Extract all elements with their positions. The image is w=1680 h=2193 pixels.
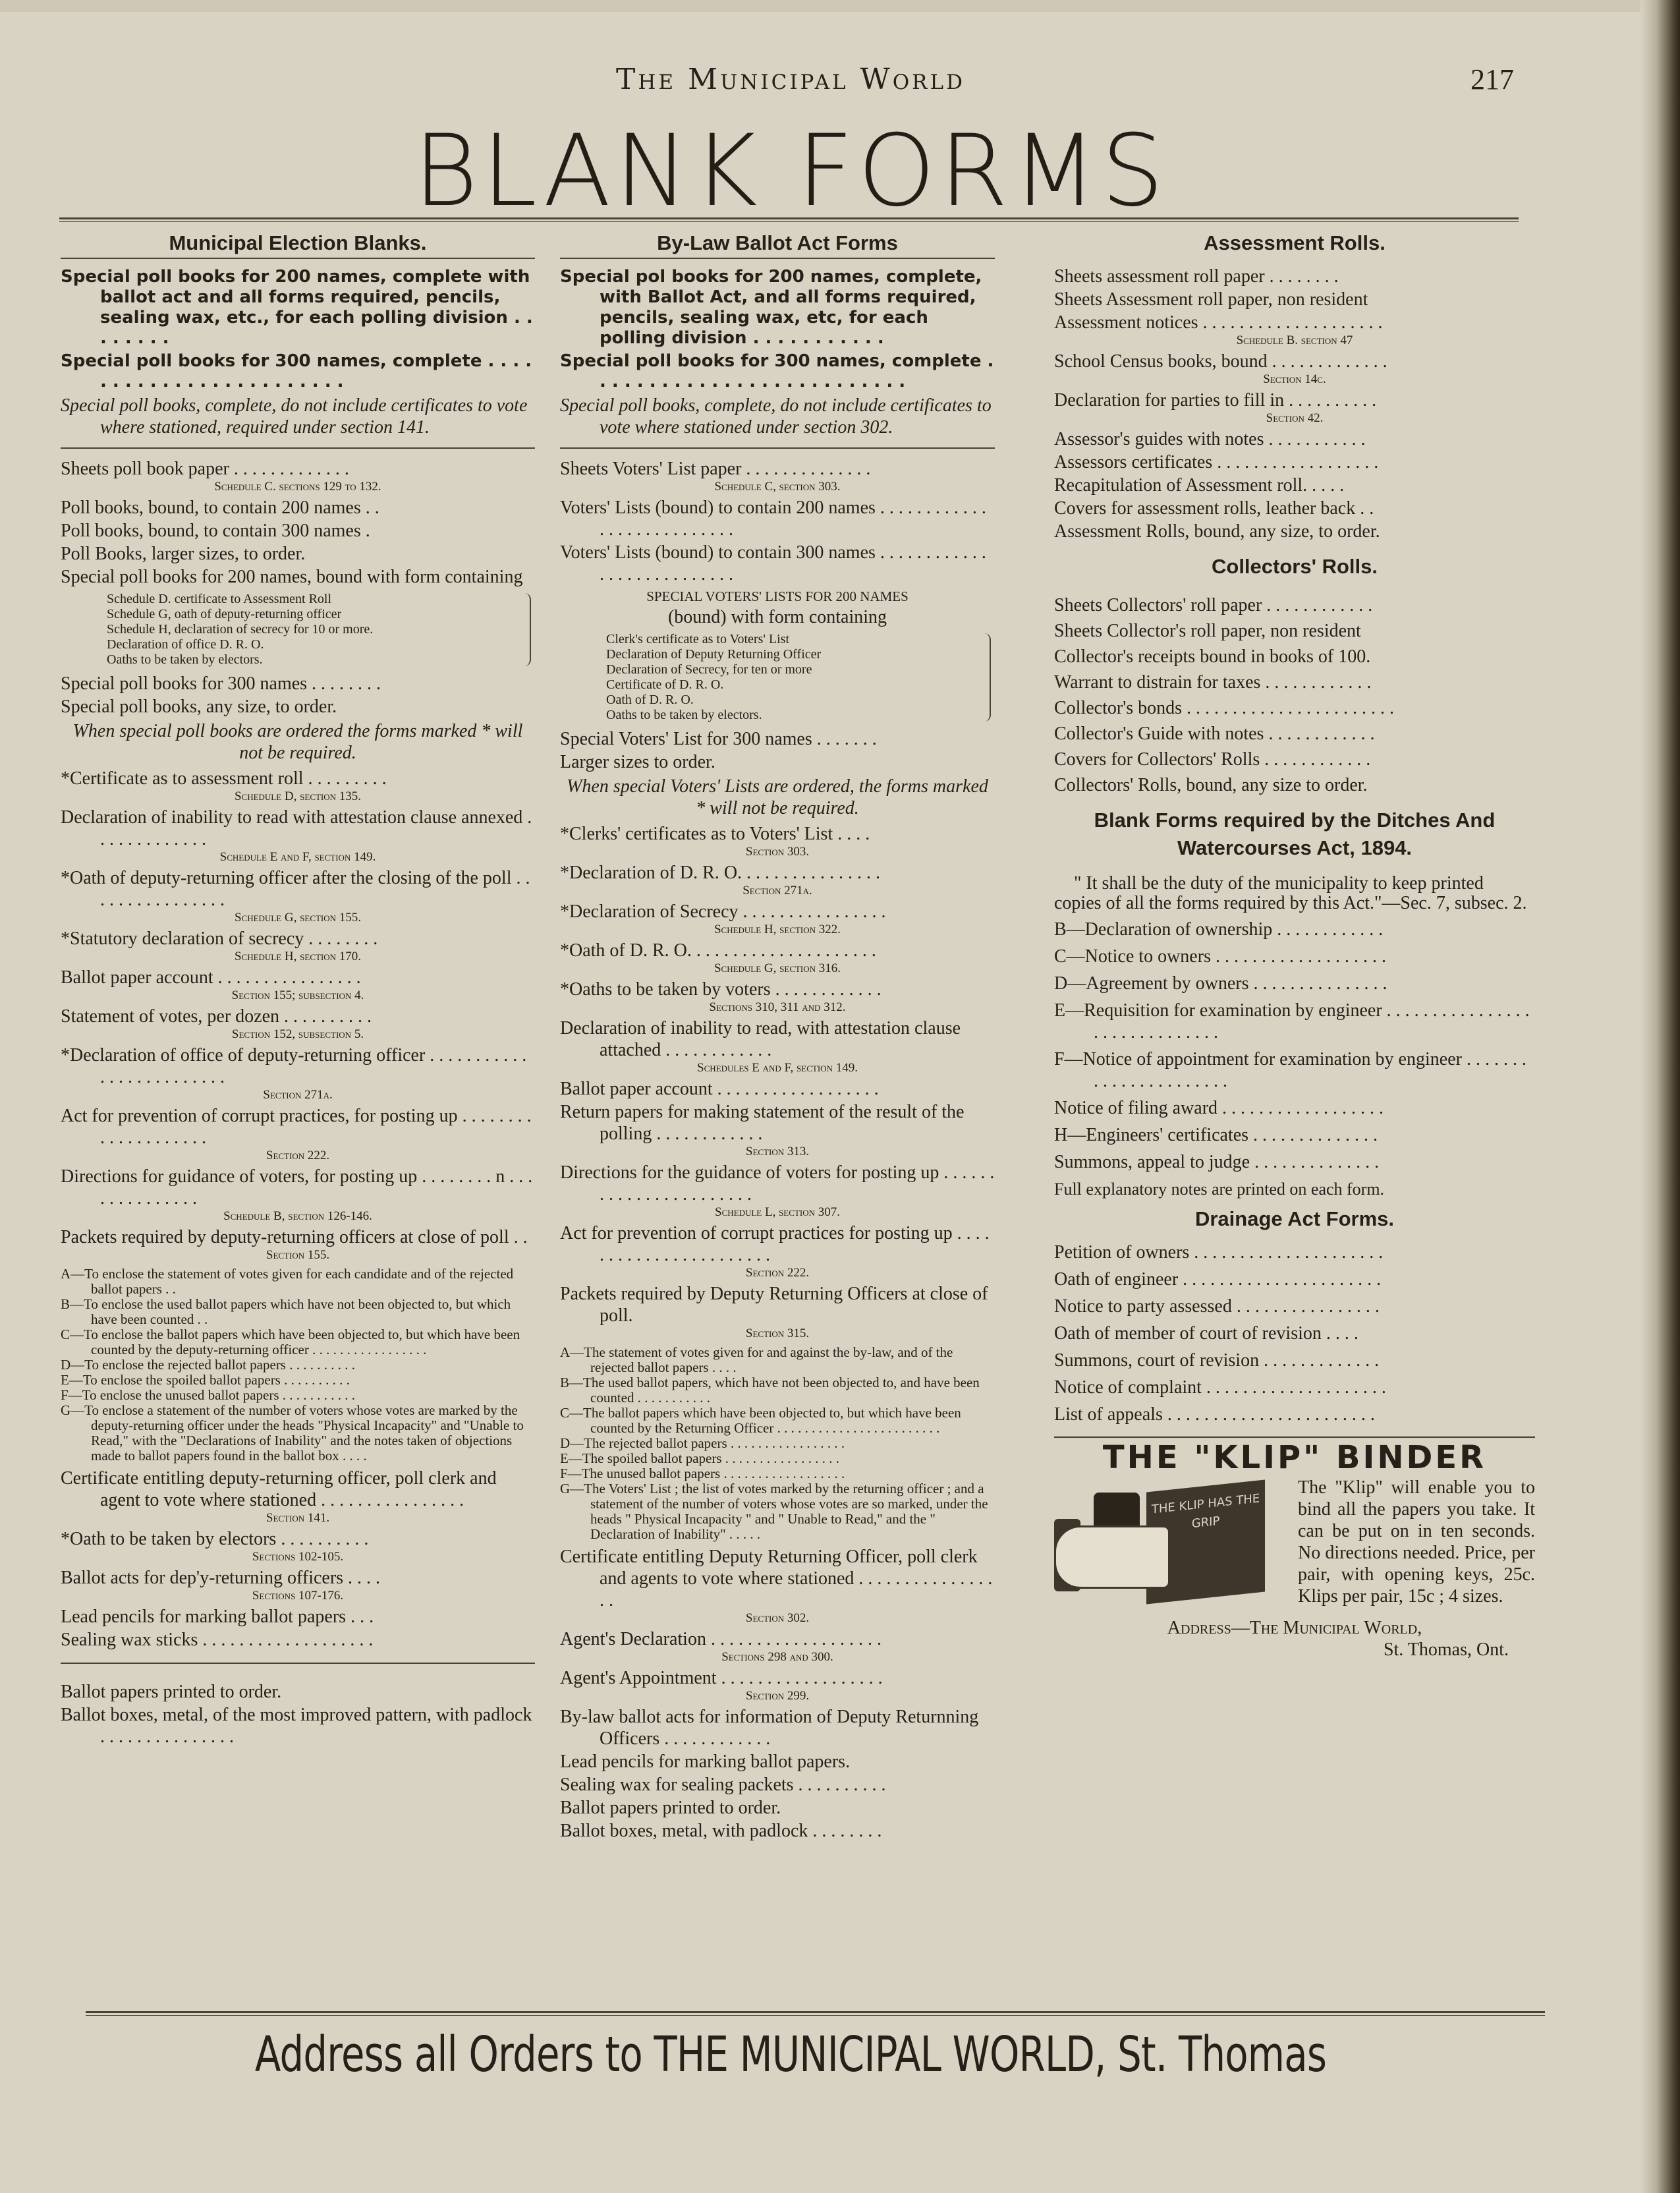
section-reference: Section 155; subsection 4. — [231, 988, 364, 1002]
section-reference: Section 222. — [266, 1149, 330, 1162]
list-item: Ballot paper account . . . . . . . . . . . . . . . . . . — [560, 1079, 879, 1099]
list-item: (bound) with form containing — [667, 607, 887, 627]
list-item: Special poll books for 200 names, complete with ballot act and all forms required, pencils, sealing wax, etc., for each polling division . . . . . . . . — [61, 267, 533, 348]
list-item: Assessor's guides with notes . . . . . . . . . . . — [1054, 429, 1366, 449]
address-line-city: St. Thomas, Ont. — [1383, 1639, 1509, 1660]
list-item: *Oath to be taken by electors . . . . . . . . . . — [61, 1529, 369, 1549]
list-item: Collector's bonds . . . . . . . . . . . . . . . . . . . . . . . — [1054, 698, 1395, 718]
list-item: Larger sizes to order. — [560, 752, 715, 772]
klip-heading: THE "KLIP" BINDER — [1054, 1436, 1535, 1469]
italic-note: Special poll books, complete, do not include certificates to vote where stationed, required under section 141. — [61, 395, 528, 438]
list-item: B—The used ballot papers, which have not been objected to, and have been counted . . . . . . . . . . . — [560, 1375, 980, 1406]
special-heading: SPECIAL VOTERS' LISTS FOR 200 NAMES — [646, 588, 909, 604]
section-reference: Section 271a. — [263, 1088, 333, 1102]
list-item: H—Engineers' certificates . . . . . . . . . . . . . . — [1054, 1125, 1378, 1145]
list-item: Assessment notices . . . . . . . . . . . . . . . . . . . . — [1054, 312, 1383, 333]
quote: " It shall be the duty of the municipality to keep printed copies of all the forms required by this Act."—Sec. 7, subsec. 2. — [1054, 873, 1527, 913]
page-number: 217 — [1470, 63, 1514, 96]
section-reference: Section 152, subsection 5. — [231, 1027, 364, 1041]
list-item: *Declaration of office of deputy-returning officer . . . . . . . . . . . . . . . . . . . . . . . . . — [61, 1045, 527, 1087]
list-item: Oath of engineer . . . . . . . . . . . . . . . . . . . . . . — [1054, 1269, 1382, 1290]
address-line — [1054, 1617, 1535, 1639]
list-item: Notice of filing award . . . . . . . . . . . . . . . . . . — [1054, 1098, 1384, 1118]
section-reference: Schedule C. sections 129 to 132. — [214, 480, 381, 494]
list-item: Full explanatory notes are printed on each form. — [1054, 1180, 1385, 1199]
section-reference: Schedule L, section 307. — [715, 1205, 840, 1219]
list-item: *Oaths to be taken by voters . . . . . . . . . . . . — [560, 979, 882, 1000]
section-reference: Schedule H, section 322. — [714, 923, 841, 936]
list-item: Sheets Collectors' roll paper . . . . . . . . . . . . — [1054, 595, 1373, 615]
section-reference: Section 155. — [266, 1248, 330, 1262]
list-item: Poll books, bound, to contain 300 names . — [61, 521, 370, 541]
page-edge — [0, 0, 1640, 12]
list-item: Assessment Rolls, bound, any size, to order. — [1054, 521, 1380, 542]
list-item: Ballot boxes, metal, of the most improved pattern, with padlock . . . . . . . . . . . . . . . — [61, 1705, 532, 1747]
section-reference: Schedule C, section 303. — [714, 480, 841, 494]
list-item: E—To enclose the spoiled ballot papers . . . . . . . . . . — [61, 1372, 350, 1388]
list-item: Certificate entitling Deputy Returning Officer, poll clerk and agents to vote where stationed . . . . . . . . . . . . . . . . . — [560, 1547, 993, 1610]
list-item: Summons, appeal to judge . . . . . . . . . . . . . . — [1054, 1152, 1380, 1172]
list-item: Notice to party assessed . . . . . . . . . . . . . . . . — [1054, 1296, 1380, 1317]
list-item: Sheets assessment roll paper . . . . . . . . — [1054, 266, 1339, 287]
list-item: Voters' Lists (bound) to contain 200 names . . . . . . . . . . . . . . . . . . . . . . . . . . . — [560, 498, 986, 540]
section-reference: Section 42. — [1266, 411, 1324, 425]
list-item: Lead pencils for marking ballot papers . . . — [61, 1607, 374, 1627]
list-item: F—Notice of appointment for examination by engineer . . . . . . . . . . . . . . . . . . . . . . — [1054, 1049, 1526, 1091]
list-item: Agent's Declaration . . . . . . . . . . . . . . . . . . . — [560, 1629, 882, 1649]
list-item: Packets required by deputy-returning officers at close of poll . . — [61, 1227, 528, 1247]
list-item: Notice of complaint . . . . . . . . . . . . . . . . . . . . — [1054, 1377, 1386, 1398]
list-item: List of appeals . . . . . . . . . . . . . . . . . . . . . . . — [1054, 1404, 1375, 1425]
list-item: Summons, court of revision . . . . . . . . . . . . . — [1054, 1350, 1380, 1371]
list-item: Agent's Appointment . . . . . . . . . . . . . . . . . . — [560, 1668, 883, 1688]
list-item: *Clerks' certificates as to Voters' List . . . . — [560, 824, 870, 844]
list-item: Lead pencils for marking ballot papers. — [560, 1752, 851, 1772]
section-heading: By-Law Ballot Act Forms — [560, 232, 995, 259]
section-reference: Section 14c. — [1263, 372, 1326, 386]
section-reference: Section 302. — [745, 1611, 810, 1625]
list-item: F—To enclose the unused ballot papers . . . . . . . . . . . — [61, 1387, 356, 1403]
section-heading: Assessment Rolls. — [1204, 231, 1386, 254]
list-item: E—Requisition for examination by engineer . . . . . . . . . . . . . . . . . . . . . . . . . . . . . . — [1054, 1000, 1530, 1042]
brace-list — [61, 592, 535, 668]
list-item: Assessors certificates . . . . . . . . . . . . . . . . . . — [1054, 452, 1379, 472]
section-reference: Schedules E and F, section 149. — [697, 1061, 858, 1075]
list-item: Schedule G, oath of deputy-returning officer — [107, 607, 342, 621]
list-item: Declaration for parties to fill in . . . . . . . . . . — [1054, 390, 1377, 411]
section-reference: Schedule G, section 155. — [234, 911, 362, 925]
list-item: Special poll books, any size, to order. — [61, 697, 337, 717]
list-item: Clerk's certificate as to Voters' List — [606, 632, 790, 646]
section-reference: Schedule B, section 126-146. — [223, 1209, 372, 1223]
list-item: G—To enclose a statement of the number of voters whose votes are marked by the deputy-returning officer under the heads "Physical Incapacity" and "Unable to Read," with the "Declarations of Inability" and the notes taken of objections made to ballot papers found in the ballot box . . . . — [61, 1402, 524, 1464]
list-item: School Census books, bound . . . . . . . . . . . . . — [1054, 351, 1387, 372]
packet-letters — [560, 1345, 995, 1542]
list-item: Sheets Assessment roll paper, non resident — [1054, 289, 1368, 310]
section-reference: Schedule B. section 47 — [1236, 333, 1353, 347]
section-reference: Schedule D, section 135. — [234, 789, 362, 803]
list-item: Statement of votes, per dozen . . . . . . . . . . — [61, 1006, 372, 1027]
list-item: Oaths to be taken by electors. — [606, 708, 762, 722]
list-item: D—Agreement by owners . . . . . . . . . . . . . . . — [1054, 973, 1387, 994]
divider — [560, 447, 995, 449]
column-municipal-election — [61, 232, 535, 1749]
section-reference: Section 271a. — [742, 884, 812, 897]
list-item: Schedule H, declaration of secrecy for 10 or more. — [107, 622, 374, 637]
list-item: Collector's receipts bound in books of 100. — [1054, 646, 1371, 667]
list-item: Poll books, bound, to contain 200 names . . — [61, 498, 379, 518]
klip-advert — [1054, 1477, 1535, 1612]
section-reference: Sections 310, 311 and 312. — [709, 1000, 846, 1014]
list-item: Act for prevention of corrupt practices, for posting up . . . . . . . . . . . . . . . . . . . . — [61, 1106, 532, 1148]
list-item: By-law ballot acts for information of Deputy Returnning Officers . . . . . . . . . . . . — [560, 1707, 979, 1749]
list-item: Ballot boxes, metal, with padlock . . . . . . . . — [560, 1821, 882, 1841]
list-item: Return papers for making statement of the result of the polling . . . . . . . . . . . . — [560, 1102, 965, 1144]
list-item: D—To enclose the rejected ballot papers . . . . . . . . . . — [61, 1357, 355, 1373]
list-item: Certificate entitling deputy-returning officer, poll clerk and agent to vote where stationed . . . . . . . . . . . . . . . . — [61, 1468, 497, 1510]
section-reference: Section 303. — [745, 845, 810, 859]
list-item: Declaration of inability to read, with attestation clause attached . . . . . . . . . . . . — [560, 1018, 961, 1060]
list-item: B—Declaration of ownership . . . . . . . . . . . . — [1054, 919, 1384, 940]
list-item: *Declaration of D. R. O. . . . . . . . . . . . . . . . — [560, 863, 881, 883]
hand-icon — [1054, 1525, 1170, 1589]
list-item: Oaths to be taken by electors. — [107, 652, 263, 667]
list-item: Recapitulation of Assessment roll. . . . . — [1054, 475, 1345, 496]
list-item: Directions for the guidance of voters for posting up . . . . . . . . . . . . . . . . . . . . . . . — [560, 1162, 995, 1205]
list-item: Petition of owners . . . . . . . . . . . . . . . . . . . . . — [1054, 1242, 1384, 1263]
list-item: Certificate of D. R. O. — [606, 677, 724, 692]
section-reference: Schedule G, section 316. — [714, 961, 841, 975]
section-reference: Section 222. — [745, 1266, 810, 1280]
list-item: Sheets poll book paper . . . . . . . . . . . . . — [61, 459, 349, 479]
list-item: Warrant to distrain for taxes . . . . . . . . . . . . — [1054, 672, 1372, 693]
list-item: Covers for Collectors' Rolls . . . . . . . . . . . . — [1054, 749, 1371, 770]
address-text: Address—The Municipal World, — [1167, 1618, 1422, 1638]
list-item: F—The unused ballot papers . . . . . . . . . . . . . . . . . . — [560, 1466, 845, 1481]
section-reference: Section 141. — [266, 1511, 330, 1525]
footer-rule — [86, 2011, 1545, 2016]
list-item: Special pol books for 200 names, complete, with Ballot Act, and all forms required, pencils, sealing wax, etc, for each polling division . . . . . . . . . . . — [560, 267, 982, 348]
section-heading: Collectors' Rolls. — [1212, 555, 1378, 578]
list-item: G—The Voters' List ; the list of votes marked by the returning officer ; and a statement of the number of voters whose votes are so marked, under the heads " Physical Incapacity " and " Unable to Read," and the " Declaration of Inability" . . . . . — [560, 1481, 988, 1542]
list-item: Oath of member of court of revision . . . . — [1054, 1323, 1358, 1344]
list-item: Special poll books for 200 names, bound with form containing — [61, 567, 523, 587]
list-item: Ballot papers printed to order. — [61, 1682, 282, 1702]
section-reference: Section 299. — [745, 1689, 810, 1703]
italic-note: When special poll books are ordered the forms marked * will not be required. — [72, 721, 523, 763]
list-item: C—To enclose the ballot papers which have been objected to, but which have been counted by the deputy-returning officer . . . . . . . . . . . . . . . . . — [61, 1326, 520, 1357]
list-item: *Statutory declaration of secrecy . . . . . . . . — [61, 928, 378, 949]
page-title: BLANK FORMS — [413, 114, 1168, 229]
list-item: Ballot paper account . . . . . . . . . . . . . . . . — [61, 967, 361, 988]
italic-note: Special poll books, complete, do not include certificates to vote where stationed under section 302. — [560, 395, 992, 438]
illustration-lettering: THE KLIP HAS THE GRIP — [1151, 1491, 1260, 1531]
list-item: Declaration of inability to read with attestation clause annexed . . . . . . . . . . . . . — [61, 807, 532, 849]
footer-address: Address all Orders to THE MUNICIPAL WORLD, St. Thomas — [254, 2026, 1327, 2083]
list-item: Schedule D. certificate to Assessment Roll — [107, 592, 332, 606]
section-reference: Sections 107-176. — [252, 1589, 344, 1603]
binding-shadow — [1640, 0, 1680, 2193]
list-item: D—The rejected ballot papers . . . . . . . . . . . . . . . . . — [560, 1435, 845, 1451]
list-item: Declaration of office D. R. O. — [107, 637, 264, 652]
list-item: Voters' Lists (bound) to contain 300 names . . . . . . . . . . . . . . . . . . . . . . . . . . . — [560, 542, 986, 584]
section-reference: Section 315. — [745, 1326, 810, 1340]
list-item: Poll Books, larger sizes, to order. — [61, 544, 306, 564]
list-item: Covers for assessment rolls, leather back . . — [1054, 498, 1374, 519]
list-item: B—To enclose the used ballot papers which have not been objected to, but which have been counted . . — [61, 1296, 511, 1327]
list-item: *Oath of deputy-returning officer after the closing of the poll . . . . . . . . . . . . . . . . — [61, 868, 530, 910]
list-item: Sheets Voters' List paper . . . . . . . . . . . . . . — [560, 459, 871, 479]
section-reference: Schedule H, section 170. — [234, 950, 362, 963]
list-item: E—The spoiled ballot papers . . . . . . . . . . . . . . . . . — [560, 1450, 840, 1466]
list-item: Special poll books for 300 names . . . . . . . . — [61, 673, 381, 694]
list-item: Ballot acts for dep'y-returning officers . . . . — [61, 1568, 381, 1588]
section-reference: Schedule E and F, section 149. — [219, 850, 376, 864]
list-item: C—Notice to owners . . . . . . . . . . . . . . . . . . . — [1054, 946, 1386, 967]
section-heading: Municipal Election Blanks. — [61, 232, 535, 259]
list-item: *Declaration of Secrecy . . . . . . . . . . . . . . . . — [560, 901, 886, 922]
list-item: C—The ballot papers which have been objected to, but which have been counted by the Returning Officer . . . . . . . . . . . . . . . . . . . . . . . . — [560, 1405, 961, 1436]
list-item: Directions for guidance of voters, for posting up . . . . . . . . n . . . . . . . . . . . . . . — [61, 1166, 533, 1209]
list-item: Ballot papers printed to order. — [560, 1798, 781, 1818]
brace-list — [560, 632, 995, 723]
masthead: The Municipal World — [616, 63, 965, 96]
list-item: Special poll books for 300 names, complete . . . . . . . . . . . . . . . . . . . . . . . . — [61, 351, 532, 391]
list-item: Oath of D. R. O. — [606, 693, 694, 707]
title-rule — [59, 217, 1519, 222]
section-reference: Sections 298 and 300. — [721, 1650, 833, 1664]
klip-binder-illustration — [1054, 1479, 1285, 1608]
list-item: Packets required by Deputy Returning Officers at close of poll. — [560, 1284, 988, 1326]
divider — [61, 1663, 535, 1664]
klip-description: The "Klip" will enable you to bind all the papers you take. It can be put on in ten seconds. No directions needed. Price, per pair, with opening keys, 25c. Klips per pair, 15c ; 4 sizes. — [1298, 1477, 1535, 1607]
divider — [61, 447, 535, 449]
list-item: Special Voters' List for 300 names . . . . . . . — [560, 729, 877, 749]
list-item: Sealing wax sticks . . . . . . . . . . . . . . . . . . . — [61, 1630, 374, 1650]
list-item: A—To enclose the statement of votes given for each candidate and of the rejected ballot papers . . — [61, 1266, 514, 1297]
italic-note: When special Voters' Lists are ordered, the forms marked * will not be required. — [567, 776, 988, 818]
list-item: Declaration of Secrecy, for ten or more — [606, 662, 812, 677]
section-reference: Section 313. — [745, 1145, 810, 1158]
list-item: Special poll books for 300 names, complete . . . . . . . . . . . . . . . . . . . . . . . . . . — [560, 351, 994, 391]
list-item: *Certificate as to assessment roll . . . . . . . . . — [61, 768, 387, 789]
list-item: *Oath of D. R. O. . . . . . . . . . . . . . . . . . . . . — [560, 940, 876, 961]
section-heading: Drainage Act Forms. — [1194, 1207, 1395, 1230]
list-item: Declaration of Deputy Returning Officer — [606, 647, 822, 662]
list-item: Collectors' Rolls, bound, any size to order. — [1054, 775, 1368, 795]
list-item: Act for prevention of corrupt practices for posting up . . . . . . . . . . . . . . . . . . . . . . . — [560, 1223, 990, 1265]
list-item: A—The statement of votes given for and against the by-law, and of the rejected ballot papers . . . . — [560, 1344, 953, 1375]
column-bylaw-ballot — [560, 232, 995, 1843]
packet-letters — [61, 1267, 535, 1464]
list-item: Sheets Collector's roll paper, non resident — [1054, 621, 1361, 641]
list-item: Sealing wax for sealing packets . . . . . . . . . . — [560, 1775, 886, 1795]
section-reference: Sections 102-105. — [252, 1550, 344, 1564]
section-heading: Blank Forms required by the Ditches And Watercourses Act, 1894. — [1094, 809, 1496, 859]
list-item: Collector's Guide with notes . . . . . . . . . . . . — [1054, 724, 1375, 744]
column-assessment — [1054, 232, 1535, 1661]
